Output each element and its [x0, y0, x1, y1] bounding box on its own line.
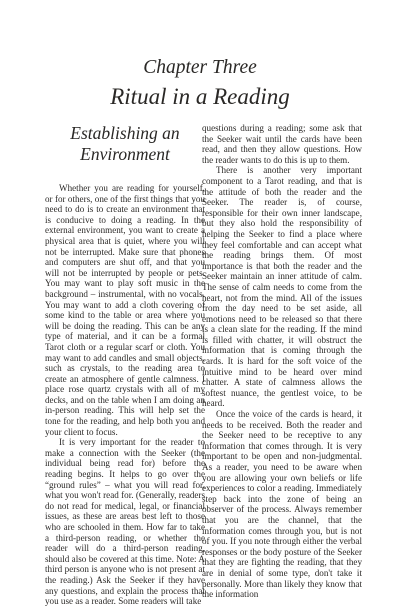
section-heading: Establishing an Environment: [70, 123, 180, 164]
paragraph: questions during a reading; some ask that the Seeker wait until the cards have been read, and then they allow questions. How the reader wants to do this is up to them.: [202, 123, 362, 165]
chapter-number: Chapter Three: [143, 57, 257, 78]
paragraph: Whether you are reading for yourself, or for others, one of the first things that you need to do is to create an environment that is conducive to doing a reading. In the external environment, you want to create a physical area that is quiet, where you will not be interrupted. Make sure that phones and computers are shut off, and that you will not be interrupted by people or pets. You may want to play soft music in the background – instrumental, with no vocals. You may want to add a cloth covering of some kind to the table or area where you will be doing the reading. This can be any type of material, and it can be a formal Tarot cloth or a regular scarf or cloth. You may want to add candles and small objects, such as crystals, to the reading area to create an atmosphere of gentle calmness. I place rose quartz crystals with all of my decks, and on the table when I am doing an in-person reading. This will help set the tone for the reading, and help both you and your client to focus.: [45, 183, 205, 437]
right-column: [202, 123, 362, 600]
paragraph: Once the voice of the cards is heard, it needs to be received. Both the reader and the Seeker need to be receptive to any information that comes through. It is very important to be open and non-judgmental. As a reader, you need to be aware when you are allowing your own beliefs or life experiences to color a reading. Immediately step back into the zone of being an observer of the process. Always remember that you are the channel, that the information comes through you, but is not of you. If you note through either the verbal responses or the body posture of the Seeker that they are fighting the reading, that they are in denial of some type, don't take it personally. More than likely they know that the information: [202, 409, 362, 600]
left-column: [45, 123, 205, 607]
chapter-title: Ritual in a Reading: [110, 84, 290, 109]
paragraph: There is another very important component to a Tarot reading, and that is the attitude of both the reader and the Seeker. The reader is, of course, responsible for their own inner landscape, but they also hold the responsibility of helping the Seeker to find a place where they feel comfortable and can accept what the reading brings them. Of most importance is that both the reader and the Seeker maintain an inner attitude of calm. The sense of calm needs to come from the heart, not from the mind. All of the issues from the day need to be set aside, all emotions need to be released so that there is a clean slate for the reading. If the mind is filled with chatter, it will obstruct the information that is coming through the cards. It is hard for the soft voice of the intuitive mind to be heard over mind chatter. A state of calmness allows the softest nuance, the gentlest voice, to be heard.: [202, 165, 362, 409]
paragraph: It is very important for the reader to make a connection with the Seeker (the individual being read for) before the reading begins. It helps to go over the “ground rules” – what you will read for, what you won't read for. (Generally, readers do not read for medical, legal, or financial issues, as these are areas best left to those who are schooled in them. How far to take a third-person reading, or whether the reader will do a third-person reading, should also be covered at this time. Note: A third person is anyone who is not present at the reading.) Ask the Seeker if they have any questions, and explain the process that you use as a reader. Some readers will take: [45, 437, 205, 607]
